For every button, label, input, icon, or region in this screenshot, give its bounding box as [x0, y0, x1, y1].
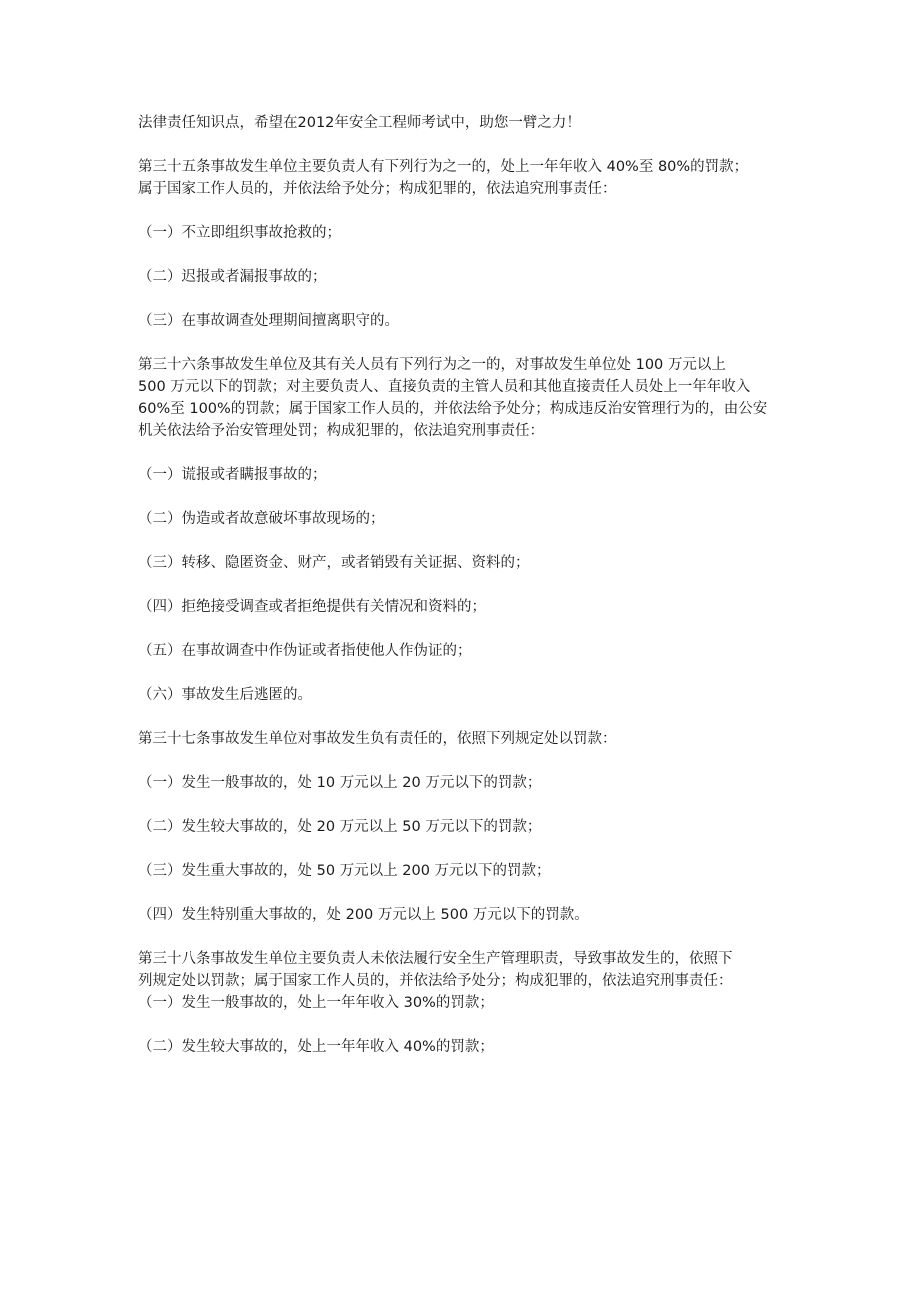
article-36-paragraph [138, 354, 778, 442]
article-38-line: 列规定处以罚款；属于国家工作人员的，并依法给予处分；构成犯罪的，依法追究刑事责任： [138, 973, 733, 989]
article-38-paragraph [138, 948, 778, 992]
article-36-item: （三）转移、隐匿资金、财产，或者销毁有关证据、资料的； [138, 555, 530, 571]
article-36-line: 60%至 100%的罚款；属于国家工作人员的，并依法给予处分；构成违反治安管理行为的，由公安 [138, 401, 768, 417]
article-35-item: （三）在事故调查处理期间擅离职守的。 [138, 313, 399, 329]
intro-paragraph: 法律责任知识点，希望在2012年安全工程师考试中，助您一臂之力！ [138, 115, 581, 131]
article-37-item: （四）发生特别重大事故的，处 200 万元以上 500 万元以下的罚款。 [138, 907, 589, 923]
article-35-item: （二）迟报或者漏报事故的； [138, 269, 327, 285]
article-36-item: （五）在事故调查中作伪证或者指使他人作伪证的； [138, 643, 472, 659]
article-36-item: （四）拒绝接受调查或者拒绝提供有关情况和资料的； [138, 599, 486, 615]
article-36-item: （一）谎报或者瞒报事故的； [138, 467, 327, 483]
article-36-line: 机关依法给予治安管理处罚；构成犯罪的，依法追究刑事责任： [138, 423, 544, 439]
article-37-item: （一）发生一般事故的，处 10 万元以上 20 万元以下的罚款； [138, 775, 542, 791]
document-body [138, 112, 778, 1080]
article-35-paragraph [138, 156, 778, 200]
article-37-paragraph [138, 728, 778, 750]
article-38-line: 第三十八条事故发生单位主要负责人未依法履行安全生产管理职责，导致事故发生的，依照下 [138, 951, 733, 967]
article-37-item: （二）发生较大事故的，处 20 万元以上 50 万元以下的罚款； [138, 819, 542, 835]
article-35-line: 第三十五条事故发生单位主要负责人有下列行为之一的，处上一年年收入 40%至 80%的罚款； [138, 159, 749, 175]
article-38-item: （二）发生较大事故的，处上一年年收入 40%的罚款； [138, 1039, 494, 1055]
article-37-line: 第三十七条事故发生单位对事故发生负有责任的，依照下列规定处以罚款： [138, 731, 617, 747]
article-37-item: （三）发生重大事故的，处 50 万元以上 200 万元以下的罚款； [138, 863, 551, 879]
article-35-line: 属于国家工作人员的，并依法给予处分；构成犯罪的，依法追究刑事责任： [138, 181, 617, 197]
article-36-item: （二）伪造或者故意破坏事故现场的； [138, 511, 385, 527]
article-36-line: 第三十六条事故发生单位及其有关人员有下列行为之一的，对事故发生单位处 100 万元以上 [138, 357, 726, 373]
article-38-item: （一）发生一般事故的，处上一年年收入 30%的罚款； [138, 995, 494, 1011]
article-36-item: （六）事故发生后逃匿的。 [138, 687, 312, 703]
article-36-line: 500 万元以下的罚款；对主要负责人、直接负责的主管人员和其他直接责任人员处上一年年收入 [138, 379, 751, 395]
article-35-item: （一）不立即组织事故抢救的； [138, 225, 341, 241]
